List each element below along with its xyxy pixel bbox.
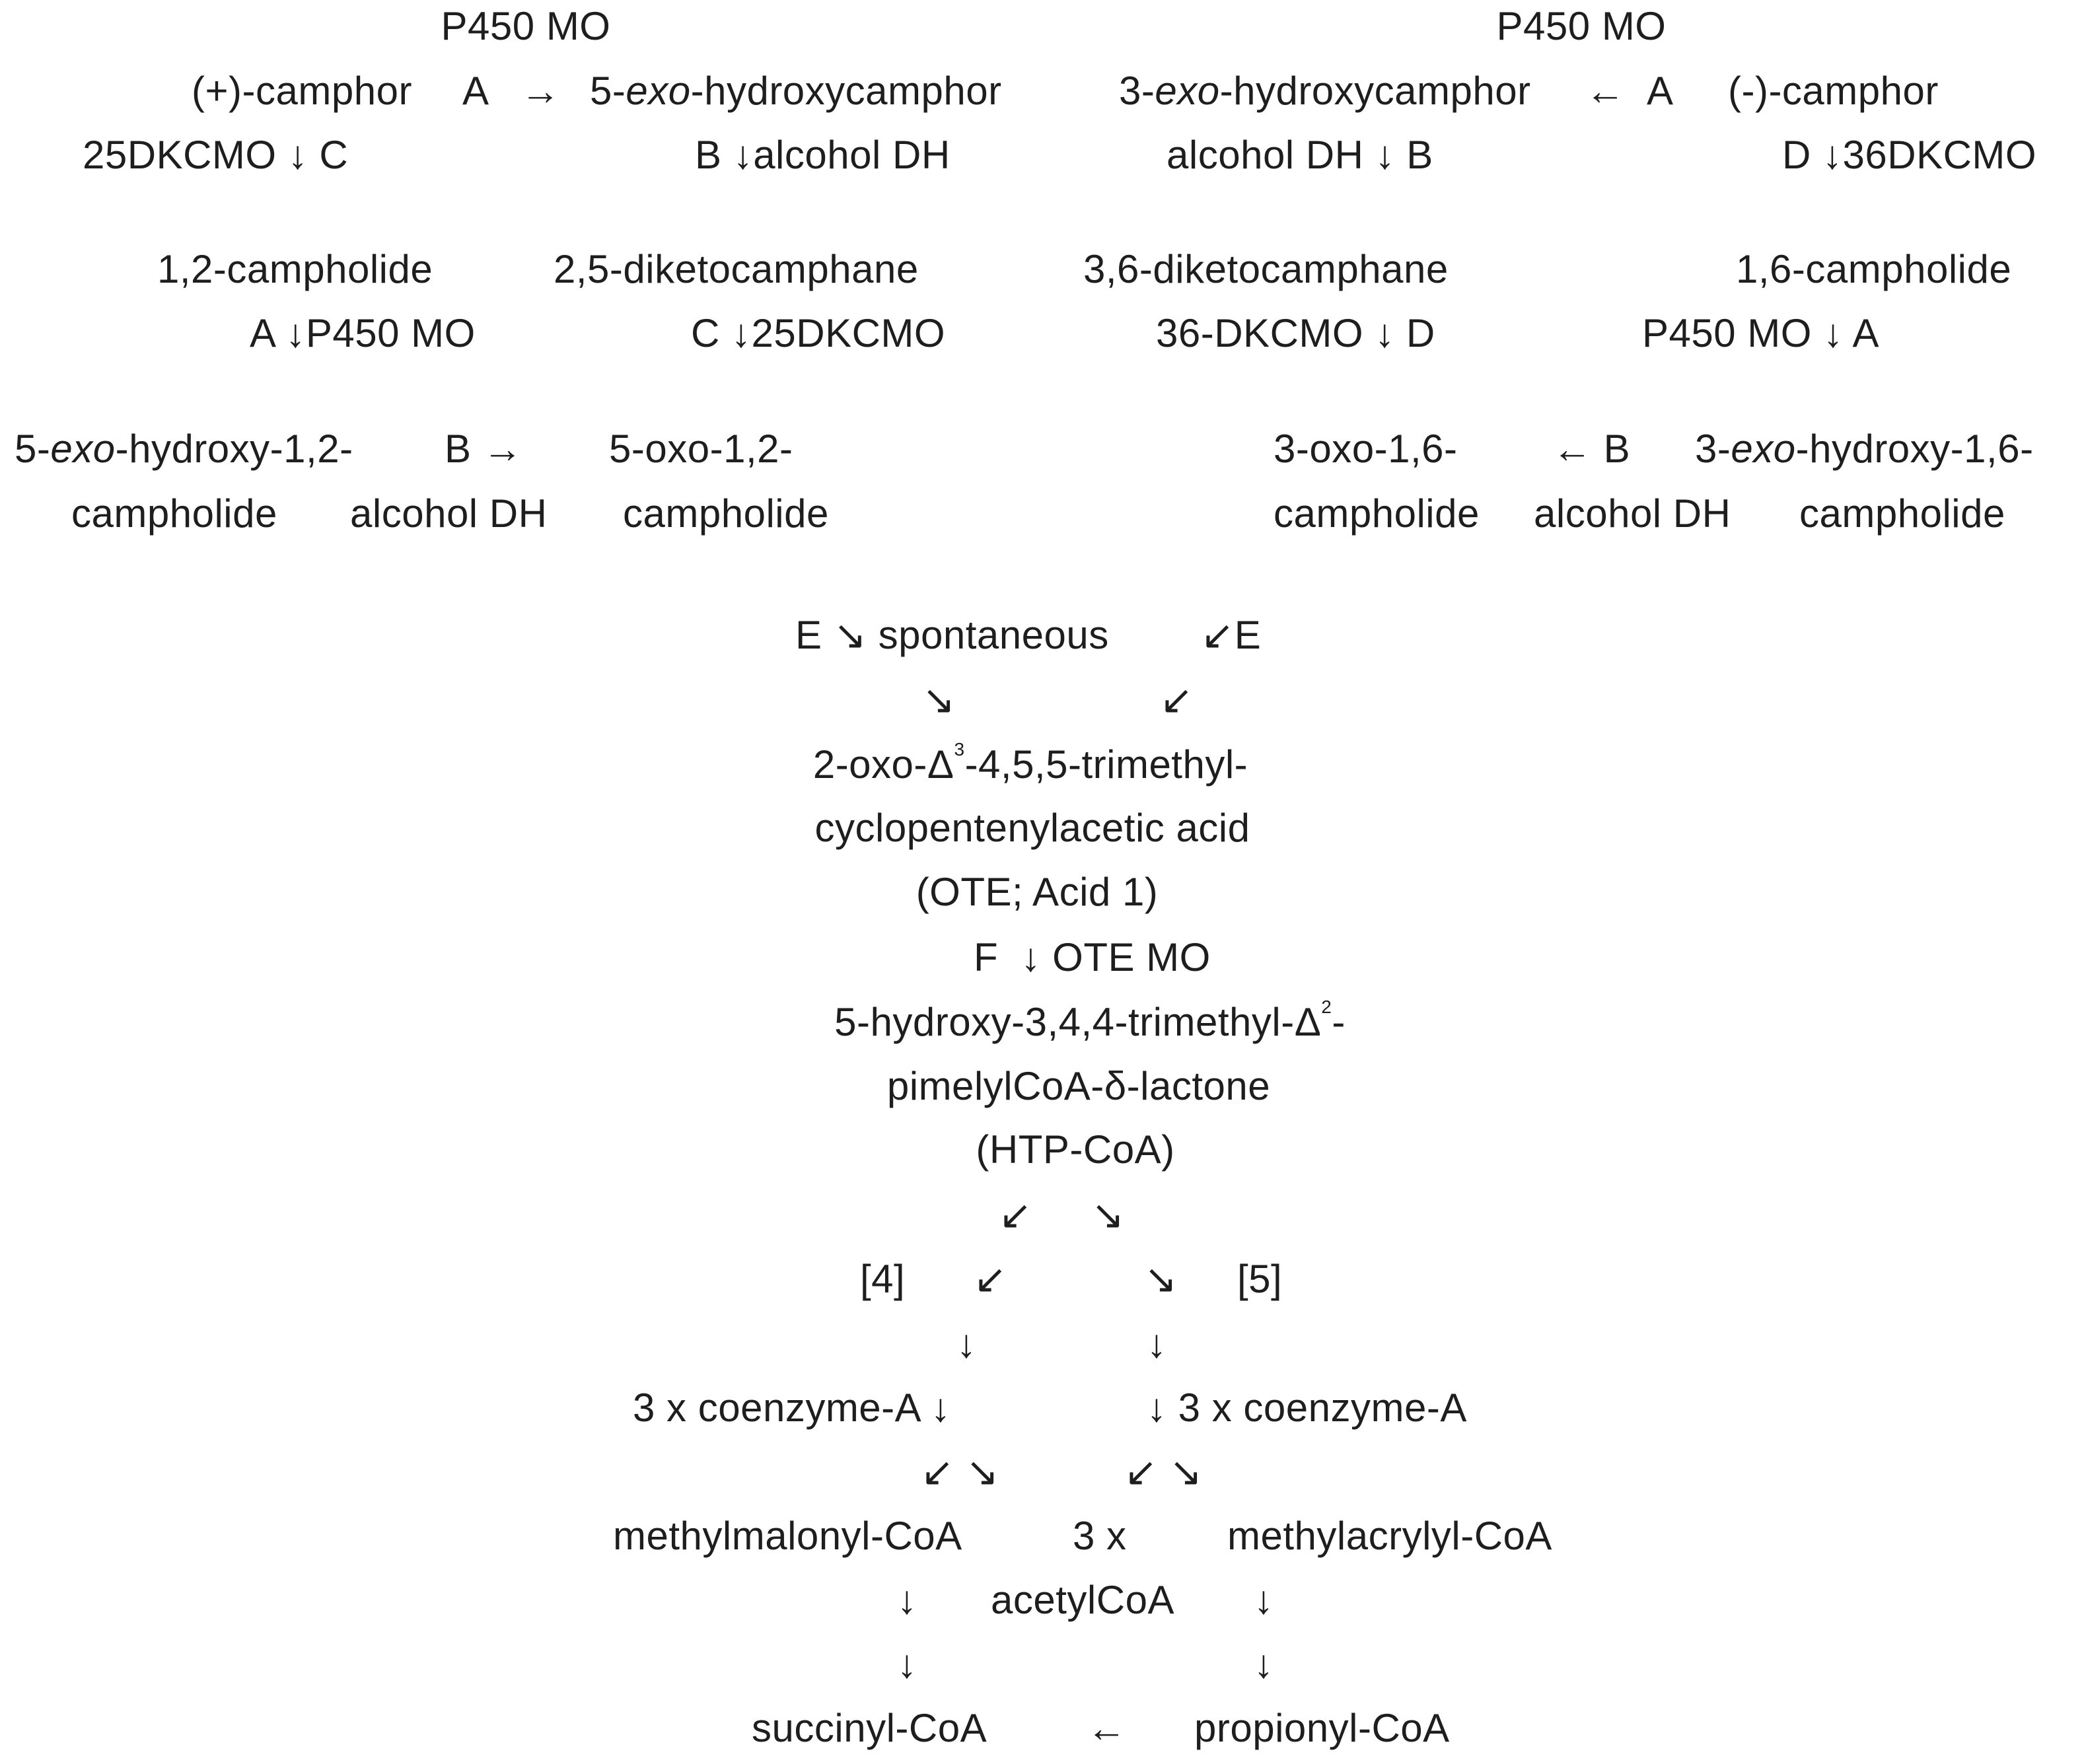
down-arrow-icon-right: ↓ — [1147, 1322, 1167, 1366]
compound-3-oxo-line2: campholide — [1274, 491, 1480, 536]
enzyme-header-left: P450 MO — [441, 4, 611, 48]
enzyme-header-right: P450 MO — [1496, 4, 1667, 48]
spontaneous-left: E ↘ spontaneous — [795, 613, 1109, 657]
compound-5-oxo-line2: campholide — [623, 491, 829, 536]
arrow-sw-icon: ↙ — [1160, 678, 1194, 722]
substrate-minus-camphor: (-)-camphor — [1728, 69, 1939, 113]
branch-arrow-se-icon: ↘ — [1144, 1257, 1178, 1301]
down-arrow-icon-left: ↓ — [956, 1322, 977, 1366]
branch-25dkcmo-c: 25DKCMO ↓ C — [83, 133, 349, 177]
compound-5-exo-hydroxy-1-2-campholide: 5-exo-hydroxy-1,2- — [15, 427, 353, 471]
compound-5-oxo-1-2-campholide: 5-oxo-1,2- — [609, 427, 793, 471]
branch-d-36dkcmo: D ↓36DKCMO — [1782, 133, 2037, 177]
compound-methylmalonyl-coa: methylmalonyl-CoA — [613, 1514, 962, 1558]
reference-4: [4] — [860, 1257, 906, 1301]
step-36dkcmo-d: 36-DKCMO ↓ D — [1156, 311, 1435, 355]
branch-arrow-sw-icon: ↙ — [974, 1257, 1007, 1301]
arrow-right-icon: → — [521, 69, 561, 113]
branch-alcohol-dh-b-right: alcohol DH ↓ B — [1167, 133, 1433, 177]
dh-arrow-b-right: B → — [445, 427, 523, 471]
compound-ote-line3: (OTE; Acid 1) — [916, 870, 1159, 914]
arrow-label-a-right: A — [1647, 69, 1674, 113]
acetyl-count: 3 x — [1073, 1514, 1127, 1558]
compound-acetylcoa: acetylCoA — [991, 1578, 1174, 1622]
compound-ote-line1: $2-oxo-\Delta^3-4,5,5-trimethyl-$ — [812, 739, 1248, 787]
product-3-exo-hydroxycamphor: 3-exo-hydroxycamphor — [1119, 69, 1531, 113]
down-arrow-icon-ma2: ↓ — [1254, 1642, 1274, 1686]
compound-1-2-campholide: 1,2-campholide — [157, 247, 433, 291]
step-c-25dkcmo: C ↓25DKCMO — [691, 311, 946, 355]
dh-label-left: alcohol DH — [350, 491, 548, 536]
pair-arrows-left: ↙ ↘ — [921, 1450, 999, 1494]
compound-2-5-diketocamphane: 2,5-diketocamphane — [554, 247, 919, 291]
compound-3-oxo-1-6-campholide: 3-oxo-1,6- — [1274, 427, 1458, 471]
compound-3-6-diketocamphane: 3,6-diketocamphane — [1083, 247, 1449, 291]
compound-ote-line2: cyclopentenylacetic acid — [814, 806, 1250, 850]
arrow-left-icon-top: ← — [1585, 69, 1626, 113]
product-5-exo-hydroxycamphor: 5-exo-hydroxycamphor — [590, 69, 1002, 113]
step-f-ote-mo: F ↓ OTE MO — [974, 935, 1211, 979]
coenzyme-a-left: 3 x coenzyme-A ↓ — [633, 1386, 951, 1430]
compound-htp-line1: $5-hydroxy-3,4,4-trimethyl-\Delta^2-$ — [834, 997, 1346, 1044]
arrow-left-icon-bottom: ← — [1087, 1706, 1127, 1750]
down-arrow-icon-mm2: ↓ — [897, 1642, 917, 1686]
spontaneous-right: ↙E — [1201, 613, 1262, 657]
step-p450mo-a-right: P450 MO ↓ A — [1642, 311, 1879, 355]
split-arrow-se-icon: ↘ — [1091, 1193, 1125, 1237]
arrow-se-icon: ↘ — [922, 678, 956, 722]
dh-label-right: alcohol DH — [1534, 491, 1731, 536]
compound-succinyl-coa: succinyl-CoA — [752, 1706, 988, 1750]
compound-methylacrylyl-coa: methylacrylyl-CoA — [1227, 1514, 1552, 1558]
step-a-p450mo-left: A ↓P450 MO — [250, 311, 476, 355]
compound-propionyl-coa: propionyl-CoA — [1194, 1706, 1450, 1750]
compound-3-exo-hydroxy-1-6-campholide: 3-exo-hydroxy-1,6- — [1695, 427, 2034, 471]
substrate-plus-camphor: (+)-camphor — [192, 69, 412, 113]
down-arrow-icon-mm1: ↓ — [897, 1578, 917, 1622]
pair-arrows-right: ↙ ↘ — [1124, 1450, 1203, 1494]
reference-5: [5] — [1237, 1257, 1283, 1301]
arrow-label-a-left: A — [462, 69, 489, 113]
coenzyme-a-right: ↓ 3 x coenzyme-A — [1147, 1386, 1467, 1430]
split-arrow-sw-icon: ↙ — [999, 1193, 1032, 1237]
down-arrow-icon-ma1: ↓ — [1254, 1578, 1274, 1622]
dh-arrow-b-left: ← B — [1552, 427, 1631, 471]
compound-htp-line2: pimelylCoA-δ-lactone — [886, 1064, 1271, 1108]
compound-5-exo-hydroxy-line2: campholide — [71, 491, 277, 536]
compound-3-exo-hydroxy-line2: campholide — [1799, 491, 2005, 536]
compound-htp-line3: (HTP-CoA) — [976, 1127, 1175, 1172]
compound-1-6-campholide: 1,6-campholide — [1736, 247, 2012, 291]
branch-b-alcohol-dh-left: B ↓alcohol DH — [695, 133, 951, 177]
